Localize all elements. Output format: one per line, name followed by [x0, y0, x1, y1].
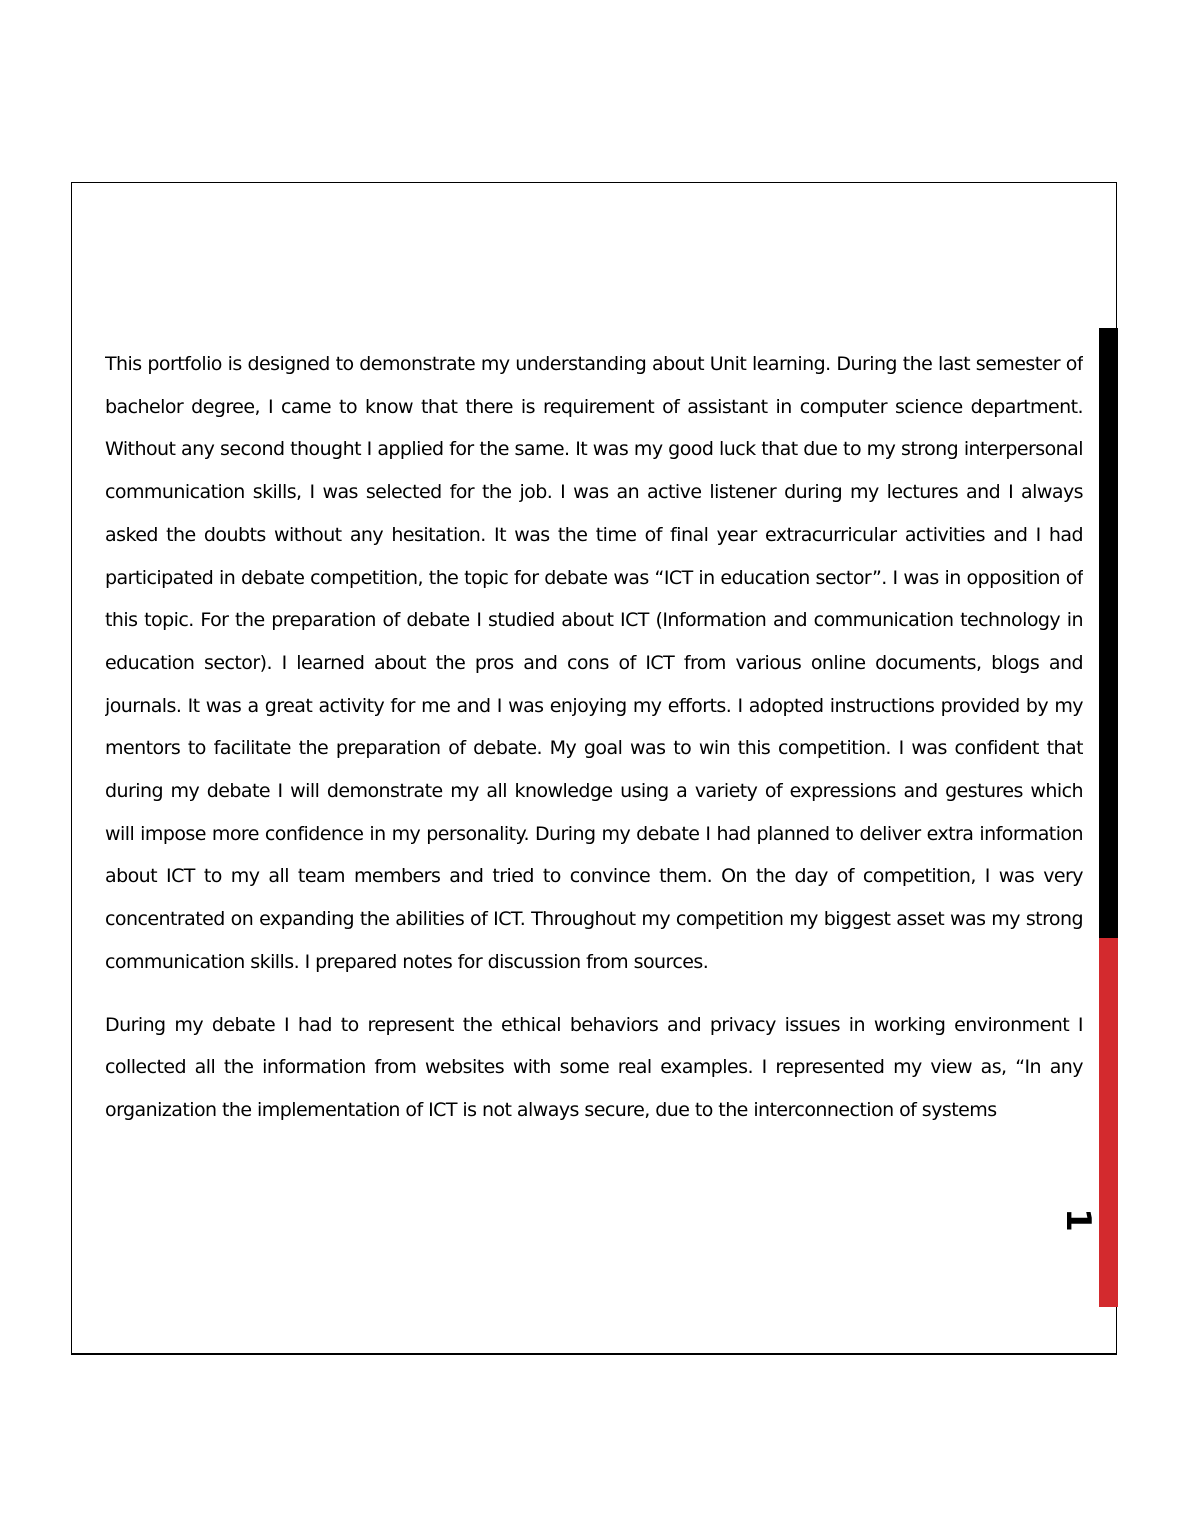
side-bar-black: [1099, 328, 1118, 938]
document-body: [105, 343, 1083, 1168]
body-paragraph-1: This portfolio is designed to demonstrate my understanding about Unit learning. During the last semester of bachelor degree, I came to know that there is requirement of assistant in computer science department. Without any second thought I applied for the same. It was my good luck that due to my strong interpersonal communication skills, I was selected for the job. I was an active listener during my lectures and I always asked the doubts without any hesitation. It was the time of final year extracurricular activities and I had participated in debate competition, the topic for debate was “ICT in education sector”. I was in opposition of this topic. For the preparation of debate I studied about ICT (Information and communication technology in education sector). I learned about the pros and cons of ICT from various online documents, blogs and journals. It was a great activity for me and I was enjoying my efforts. I adopted instructions provided by my mentors to facilitate the preparation of debate. My goal was to win this competition. I was confident that during my debate I will demonstrate my all knowledge using a variety of expressions and gestures which will impose more confidence in my personality. During my debate I had planned to deliver extra information about ICT to my all team members and tried to convince them. On the day of competition, I was very concentrated on expanding the abilities of ICT. Throughout my competition my biggest asset was my strong communication skills. I prepared notes for discussion from sources.: [105, 353, 1083, 973]
side-bar-red: [1099, 938, 1118, 1307]
page-number: 1: [1058, 1208, 1098, 1232]
body-paragraph-2: During my debate I had to represent the ethical behaviors and privacy issues in working environment I collected all the information from websites with some real examples. I represented my view as, “In any organization the implementation of ICT is not always secure, due to the interconnection of systems: [105, 1013, 1083, 1121]
